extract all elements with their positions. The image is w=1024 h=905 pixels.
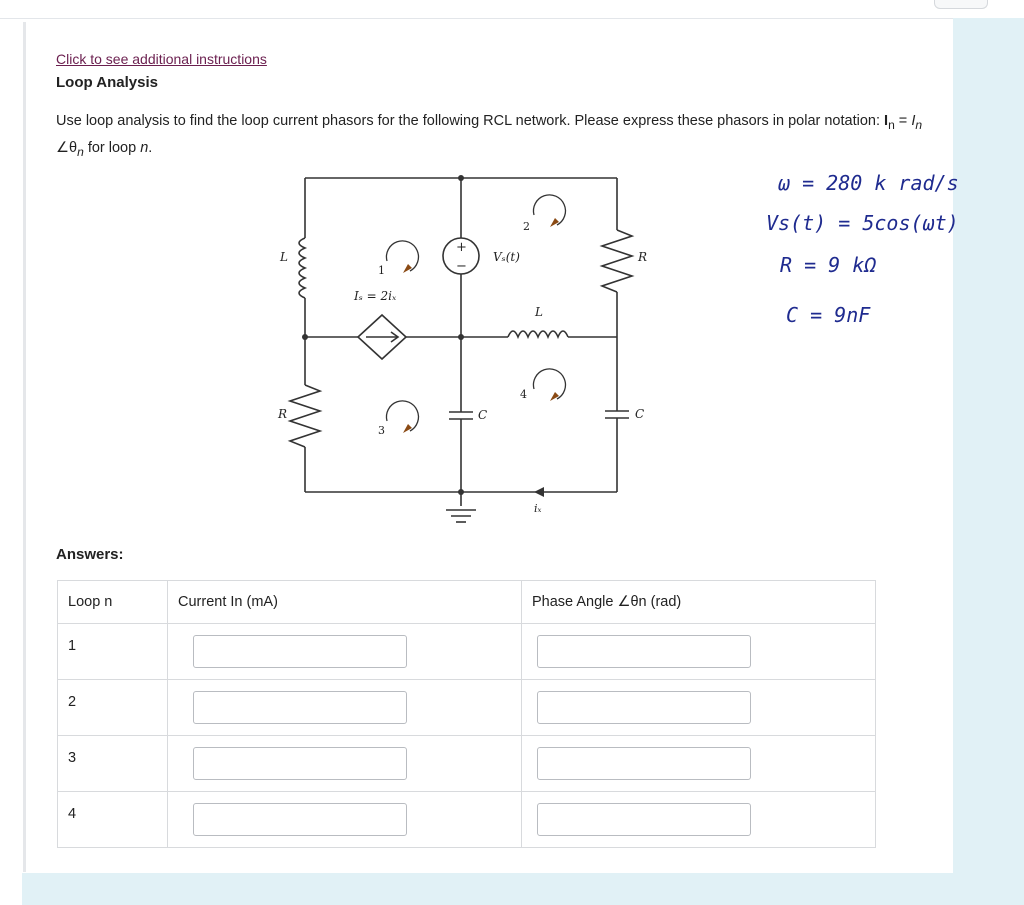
source-plus: +: [456, 240, 467, 255]
note-vs: Vs(t) = 5cos(ωt): [766, 211, 959, 235]
label-capacitor-mid: C: [478, 408, 488, 422]
current-input-loop-2[interactable]: [193, 691, 407, 724]
table-row: [58, 624, 876, 680]
table-row: [58, 680, 876, 736]
top-tab-handle[interactable]: [934, 0, 988, 9]
handwritten-notes: [760, 150, 1000, 350]
loop-label-2: 2: [523, 220, 530, 233]
label-inductor-left: L: [280, 250, 288, 264]
current-input-loop-4[interactable]: [193, 803, 407, 836]
loop-label-1: 1: [378, 264, 385, 277]
header-phase: Phase Angle ∠θn (rad): [522, 581, 876, 624]
current-input-loop-3[interactable]: [193, 747, 407, 780]
answers-label: Answers:: [56, 546, 124, 563]
bottom-panel: [22, 873, 1024, 905]
loop-number: 2: [68, 694, 77, 710]
loop-number: 4: [68, 806, 77, 822]
instructions-text: Use loop analysis to find the loop current phasors for the following RCL network. Please express these phasors in polar notation: $I_n = I_n$ $\angle\theta_n$ for loop n.: [56, 113, 923, 159]
note-r: R = 9 kΩ: [780, 253, 877, 277]
table-header-row: [58, 581, 876, 624]
page-title: Loop Analysis: [56, 74, 158, 91]
label-capacitor-right: C: [635, 407, 645, 421]
loop-number: 1: [68, 638, 77, 654]
current-input-loop-1[interactable]: [193, 635, 407, 668]
label-inductor-mid: L: [535, 305, 543, 319]
label-ix: iₓ: [534, 502, 542, 515]
phase-input-loop-4[interactable]: [537, 803, 751, 836]
label-voltage-source: Vₛ(t): [493, 250, 520, 264]
label-resistor-left: R: [278, 407, 288, 421]
note-omega: ω = 280 k rad/s: [778, 171, 959, 195]
source-minus: −: [456, 259, 467, 274]
left-divider: [23, 22, 26, 872]
note-c: C = 9nF: [786, 303, 871, 327]
loop-label-3: 3: [378, 424, 385, 437]
table-row: [58, 792, 876, 848]
header-loop: Loop n: [58, 581, 168, 624]
phase-input-loop-1[interactable]: [537, 635, 751, 668]
loop-label-4: 4: [520, 388, 527, 401]
label-resistor-right: R: [638, 250, 648, 264]
additional-instructions-link[interactable]: Click to see additional instructions: [56, 51, 267, 67]
browser-top-bar: [0, 0, 1024, 19]
answers-table: [57, 580, 876, 848]
phase-input-loop-3[interactable]: [537, 747, 751, 780]
circuit-diagram: [260, 160, 680, 530]
label-dependent-source: Iₛ = 2iₓ: [354, 289, 397, 303]
phase-input-loop-2[interactable]: [537, 691, 751, 724]
table-row: [58, 736, 876, 792]
header-current: Current In (mA): [168, 581, 522, 624]
loop-number: 3: [68, 750, 77, 766]
